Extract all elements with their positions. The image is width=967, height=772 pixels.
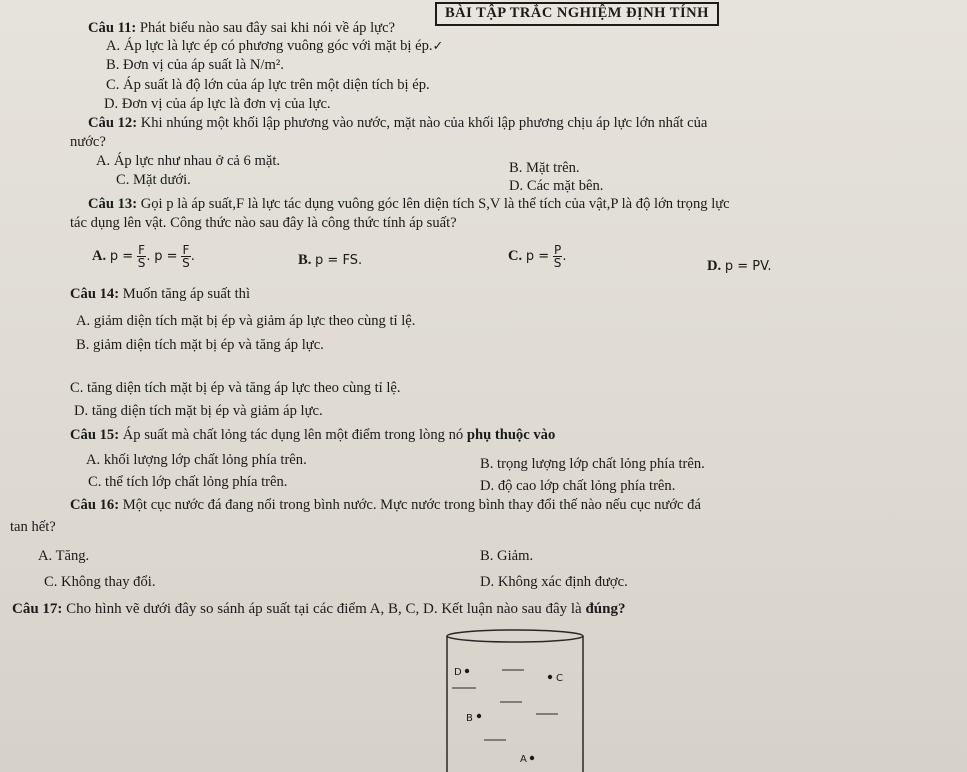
question-17-text: Cho hình vẽ dưới đây so sánh áp suất tại các điểm A, B, C, D. Kết luận nào sau đây là — [66, 601, 582, 617]
q13-option-b-label: B. — [298, 252, 312, 268]
q16-option-a: A. Tăng. — [38, 548, 90, 564]
water-level-lines — [452, 670, 558, 740]
question-11 — [88, 20, 395, 37]
q13-option-d-formula: p = PV. — [724, 259, 772, 274]
q11-option-a — [106, 38, 443, 55]
fraction-numerator: F — [138, 243, 146, 257]
q12-option-b: B. Mặt trên. — [509, 160, 580, 176]
q11-option-b-text: B. Đơn vị của áp suất là N/m². — [106, 57, 284, 73]
point-a-dot — [530, 756, 534, 760]
point-c — [548, 673, 563, 684]
q13-option-a-label: A. — [92, 247, 107, 264]
question-11-label: Câu 11: — [88, 20, 137, 36]
q13-option-b-formula: p = FS. — [315, 253, 363, 268]
question-13-label: Câu 13: — [88, 196, 138, 212]
point-c-label: C — [556, 673, 563, 684]
question-12-label: Câu 12: — [88, 115, 138, 131]
q13-option-c-label: C. — [508, 247, 523, 264]
q15-option-d: D. độ cao lớp chất lỏng phía trên. — [480, 478, 676, 494]
q15-option-a: A. khối lượng lớp chất lỏng phía trên. — [86, 452, 307, 468]
point-d-dot — [465, 669, 469, 673]
q11-option-d — [104, 96, 331, 113]
q15-option-c: C. thể tích lớp chất lỏng phía trên. — [88, 474, 288, 490]
question-11-text: Phát biểu nào sau đây sai khi nói về áp lực? — [139, 20, 396, 36]
point-b-label: B — [466, 713, 473, 724]
question-17 — [12, 601, 626, 618]
question-13-text: Gọi p là áp suất,F là lực tác dụng vuông góc lên diện tích S,V là thể tích của vật,P là độ lớn trọng lực — [140, 196, 730, 212]
question-14-text: Muốn tăng áp suất thì — [122, 286, 250, 302]
q12-option-c: C. Mặt dưới. — [116, 172, 191, 188]
question-15-text: Áp suất mà chất lỏng tác dụng lên một điểm trong lòng nó — [122, 427, 464, 443]
q13-option-d-label: D. — [707, 258, 722, 274]
fraction-f-over-s-2: $\frac{F}{S}$ — [182, 243, 190, 270]
q11-option-a-text: A. Áp lực là lực ép có phương vuông góc với mặt bị ép. — [106, 38, 433, 54]
q13-option-d — [707, 258, 771, 275]
question-12-text: Khi nhúng một khối lập phương vào nước, mặt nào của khối lập phương chịu áp lực lớn nhất của — [140, 115, 708, 131]
question-14 — [70, 286, 250, 303]
point-a-label: A — [520, 754, 527, 765]
point-b-dot — [477, 714, 481, 718]
fraction-p-over-s — [553, 244, 563, 269]
q16-option-b: B. Giảm. — [480, 548, 534, 564]
question-15-label: Câu 15: — [70, 427, 120, 443]
question-14-label: Câu 14: — [70, 286, 120, 302]
check-mark-icon: ✓ — [432, 39, 444, 54]
q11-option-c — [106, 77, 430, 94]
worksheet-title: BÀI TẬP TRẮC NGHIỆM ĐỊNH TÍNH — [435, 2, 719, 26]
question-16 — [70, 497, 701, 514]
q13-option-a: A. p = $\frac{F}{S}$ . p = $\frac{F}{S}$ . — [92, 243, 195, 270]
q14-option-c: C. tăng diện tích mặt bị ép và tăng áp lực theo cùng tỉ lệ. — [70, 380, 401, 396]
question-17-label: Câu 17: — [12, 601, 63, 617]
point-d-label: D — [454, 667, 462, 678]
q12-option-a: A. Áp lực như nhau ở cả 6 mặt. — [96, 153, 281, 169]
fraction-numerator: P — [553, 243, 562, 257]
fraction-f-over-s — [137, 244, 147, 269]
q16-option-d: D. Không xác định được. — [480, 574, 628, 590]
point-c-dot — [548, 675, 552, 679]
q12-option-d: D. Các mặt bên. — [509, 178, 604, 194]
question-12 — [88, 115, 707, 132]
point-b — [466, 713, 481, 724]
q11-option-d-text: D. Đơn vị của áp lực là đơn vị của lực. — [104, 96, 331, 112]
question-13-text-cont: tác dụng lên vật. Công thức nào sau đây là công thức tính áp suất? — [70, 215, 457, 231]
q16-option-c: C. Không thay đổi. — [44, 574, 156, 590]
q13-option-b — [298, 252, 362, 269]
question-16-label: Câu 16: — [70, 497, 120, 513]
q13-option-c-lhs: p = — [525, 248, 550, 264]
q14-option-b: B. giảm diện tích mặt bị ép và tăng áp lực. — [76, 337, 324, 353]
point-a — [520, 754, 534, 765]
question-15 — [70, 427, 555, 444]
q14-option-a: A. giảm diện tích mặt bị ép và giảm áp lực theo cùng tỉ lệ. — [76, 313, 416, 329]
question-12-text-cont: nước? — [70, 134, 106, 150]
q14-option-d: D. tăng diện tích mặt bị ép và giảm áp lực. — [74, 403, 323, 419]
container-outline — [447, 630, 583, 772]
question-16-text-cont: tan hết? — [10, 519, 56, 535]
liquid-container-diagram — [440, 628, 590, 772]
fraction-denominator: S — [553, 256, 562, 270]
question-16-text: Một cục nước đá đang nổi trong bình nước. Mực nước trong bình thay đổi thế nào nếu cục nước đá — [122, 497, 701, 513]
q13-option-a-lhs: p = — [109, 248, 134, 264]
fraction-denominator: S — [137, 256, 146, 270]
q11-option-c-text: C. Áp suất là độ lớn của áp lực trên một diện tích bị ép. — [106, 77, 430, 93]
question-13 — [88, 196, 730, 213]
question-15-bold: phụ thuộc vào — [466, 427, 556, 443]
q13-option-c: C. p = $\frac{P}{S}$ . — [508, 243, 567, 270]
point-d — [454, 667, 469, 678]
q15-option-b: B. trọng lượng lớp chất lỏng phía trên. — [480, 456, 705, 472]
q11-option-b — [106, 57, 284, 74]
question-17-bold: đúng? — [585, 601, 626, 617]
